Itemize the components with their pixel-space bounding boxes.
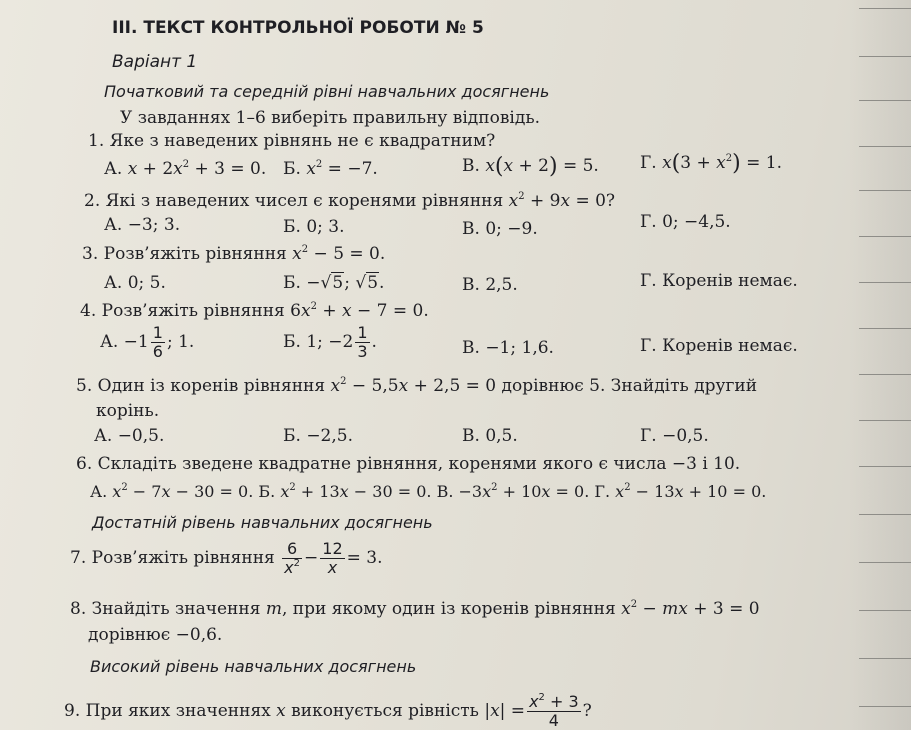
task-7-question: 7. Розв’яжіть рівняння $\frac{6}{x^2}$ − $\frac{12}{x}$ = 3. <box>70 539 383 577</box>
option-a: А. $x + 2x^2 + 3 = 0$. <box>104 159 267 179</box>
task-8-question: 8. Знайдіть значення m, при якому один із коренів рівняння $x^2$ − mx + 3 = 0 <box>70 599 760 619</box>
option-d <box>640 336 798 356</box>
level-heading-initial: Початковий та середній рівні навчальних досягнень <box>104 82 550 101</box>
task-text: Які з наведених чисел є коренями рівняння <box>105 191 504 211</box>
margin-ruling-line <box>859 562 911 563</box>
option-letter: А. <box>104 215 123 235</box>
option-a: А. $x^2 - 7x - 30 = 0$. <box>90 482 254 501</box>
task-text: Один із коренів рівняння <box>97 376 326 396</box>
option-letter: Б. <box>283 159 301 179</box>
margin-ruling-line <box>859 56 911 57</box>
option-value: 1; <box>306 332 323 352</box>
task-2-question: 2. Які з наведених чисел є коренями рівняння $x^2 + 9x = 0$? <box>84 191 616 211</box>
option-a <box>104 215 180 235</box>
margin-ruling-line <box>859 658 911 659</box>
option-a <box>94 426 164 446</box>
option-letter: Б. <box>258 482 276 501</box>
option-value: 0; −9. <box>485 219 538 239</box>
option-c <box>462 275 518 295</box>
option-b: Б. −√5; √5. <box>283 273 385 293</box>
margin-ruling-line <box>859 514 911 515</box>
task-4-question: 4. Розв’яжіть рівняння $6x^2 + x - 7 = 0$. <box>80 301 429 321</box>
margin-ruling-line <box>859 146 911 147</box>
option-b: Б. $x^2 + 13x - 30 = 0$. <box>258 482 432 501</box>
option-c <box>462 426 518 446</box>
section-title: ІІІ. ТЕКСТ КОНТРОЛЬНОЇ РОБОТИ № 5 <box>112 18 484 38</box>
option-letter: В. <box>462 338 480 358</box>
option-letter: Г. <box>640 426 657 446</box>
margin-ruling-line <box>859 466 911 467</box>
margin-ruling-line <box>859 190 911 191</box>
margin-ruling-line <box>859 8 911 9</box>
task-number: 7. <box>70 548 87 568</box>
margin-ruling-line <box>859 420 911 421</box>
option-value: 0; 3. <box>306 217 345 237</box>
option-letter: Г. <box>640 212 657 232</box>
task-6-options <box>90 482 766 501</box>
option-b: Б. 1; −2 $\frac{1}{3}$ . <box>283 323 377 361</box>
task-1-question <box>88 131 495 151</box>
task-text: Розв’яжіть рівняння <box>103 244 287 264</box>
option-value: Коренів немає. <box>662 271 798 291</box>
option-letter: Г. <box>640 153 657 173</box>
option-letter: А. <box>104 159 123 179</box>
task-text: Знайдіть значення <box>91 599 261 619</box>
option-c <box>462 219 538 239</box>
task-text-cont: дорівнює 5. Знайдіть другий <box>501 376 758 396</box>
option-b <box>283 217 344 237</box>
task-8-continuation: дорівнює −0,6. <box>88 625 223 645</box>
option-value: −1; 1,6. <box>485 338 554 358</box>
option-value: 1. <box>178 332 195 352</box>
option-letter: В. <box>436 482 454 501</box>
task-number: 1. <box>88 131 105 151</box>
option-letter: В. <box>462 156 480 176</box>
task-number: 5. <box>76 376 93 396</box>
option-letter: Б. <box>283 332 301 352</box>
task-text: Розв’яжіть рівняння <box>91 548 275 568</box>
level-heading-sufficient: Достатній рівень навчальних досягнень <box>92 513 433 532</box>
option-letter: Г. <box>594 482 611 501</box>
page-gutter-shadow <box>849 0 911 730</box>
task-text-cont: , при якому один із коренів рівняння <box>281 599 616 619</box>
option-d <box>640 426 709 446</box>
instruction-text: У завданнях 1–6 виберіть правильну відповідь. <box>120 108 540 128</box>
option-letter: В. <box>462 426 480 446</box>
option-c: В. x(x + 2) = 5. <box>462 154 599 179</box>
margin-ruling-line <box>859 100 911 101</box>
task-9-question: 9. При яких значеннях x виконується рівність |x| = $\frac{x^2 + 3}{4}$ ? <box>64 692 592 730</box>
option-letter: В. <box>462 275 480 295</box>
margin-ruling-line <box>859 328 911 329</box>
option-d <box>640 271 798 291</box>
task-number: 4. <box>80 301 97 321</box>
margin-ruling-line <box>859 374 911 375</box>
option-value: −0,5. <box>662 426 709 446</box>
option-d <box>640 212 731 232</box>
task-text-cont: виконується рівність <box>291 701 479 721</box>
option-a: А. −1 $\frac{1}{6}$ ; 1. <box>100 323 195 361</box>
option-letter: А. <box>94 426 113 446</box>
option-value: 0; 5. <box>127 273 166 293</box>
margin-ruling-line <box>859 236 911 237</box>
option-value: 0,5. <box>485 426 518 446</box>
option-c: В. $-3x^2 + 10x = 0$. <box>436 482 590 501</box>
level-heading-high: Високий рівень навчальних досягнень <box>90 657 417 676</box>
fraction: $\frac{12}{x}$ <box>322 539 343 577</box>
task-5-continuation: корінь. <box>96 401 160 421</box>
margin-ruling-line <box>859 706 911 707</box>
option-b: Б. $x^2 = -7$. <box>283 159 378 179</box>
task-number: 2. <box>84 191 101 211</box>
fraction: $\frac{1}{3}$ <box>357 323 368 361</box>
task-number: 6. <box>76 454 93 474</box>
task-text: Складіть зведене квадратне рівняння, коренями якого є числа −3 і 10. <box>97 454 741 474</box>
option-d: Г. $x(3 + x^2) = 1$. <box>640 151 782 176</box>
option-letter: Г. <box>640 271 657 291</box>
option-letter: В. <box>462 219 480 239</box>
option-b <box>283 426 353 446</box>
task-text: При яких значеннях <box>85 701 271 721</box>
task-text: Яке з наведених рівнянь не є квадратним? <box>109 131 496 151</box>
task-text: Розв’яжіть рівняння <box>101 301 285 321</box>
fraction: $\frac{1}{6}$ <box>152 323 163 361</box>
option-letter: А. <box>90 482 108 501</box>
fraction: $\frac{x^2 + 3}{4}$ <box>529 692 579 730</box>
task-6-question <box>76 454 740 474</box>
option-value: −0,5. <box>117 426 165 446</box>
margin-ruling-line <box>859 282 911 283</box>
variant-heading: Варіант 1 <box>112 52 198 72</box>
task-3-question: 3. Розв’яжіть рівняння $x^2 - 5 = 0$. <box>82 244 386 264</box>
task-number: 8. <box>70 599 87 619</box>
option-letter: Б. <box>283 217 301 237</box>
option-letter: Б. <box>283 273 301 293</box>
option-value: −3; 3. <box>127 215 181 235</box>
option-d: Г. $x^2 - 13x + 10 = 0$. <box>594 482 767 501</box>
task-1-options <box>104 159 266 179</box>
margin-ruling-line <box>859 610 911 611</box>
option-value: 0; −4,5. <box>662 212 731 232</box>
task-number: 9. <box>64 701 81 721</box>
option-letter: А. <box>104 273 123 293</box>
option-letter: Б. <box>283 426 301 446</box>
option-letter: А. <box>100 332 119 352</box>
task-5-question: 5. Один із коренів рівняння $x^2 - 5,5x + 2,5 = 0$ дорівнює 5. Знайдіть другий <box>76 376 758 396</box>
fraction: $\frac{6}{x^2}$ <box>284 539 301 577</box>
option-value: 2,5. <box>485 275 518 295</box>
task-number: 3. <box>82 244 99 264</box>
option-letter: Г. <box>640 336 657 356</box>
option-value: −2,5. <box>306 426 353 446</box>
option-a <box>104 273 166 293</box>
option-c <box>462 338 554 358</box>
option-value: Коренів немає. <box>662 336 798 356</box>
